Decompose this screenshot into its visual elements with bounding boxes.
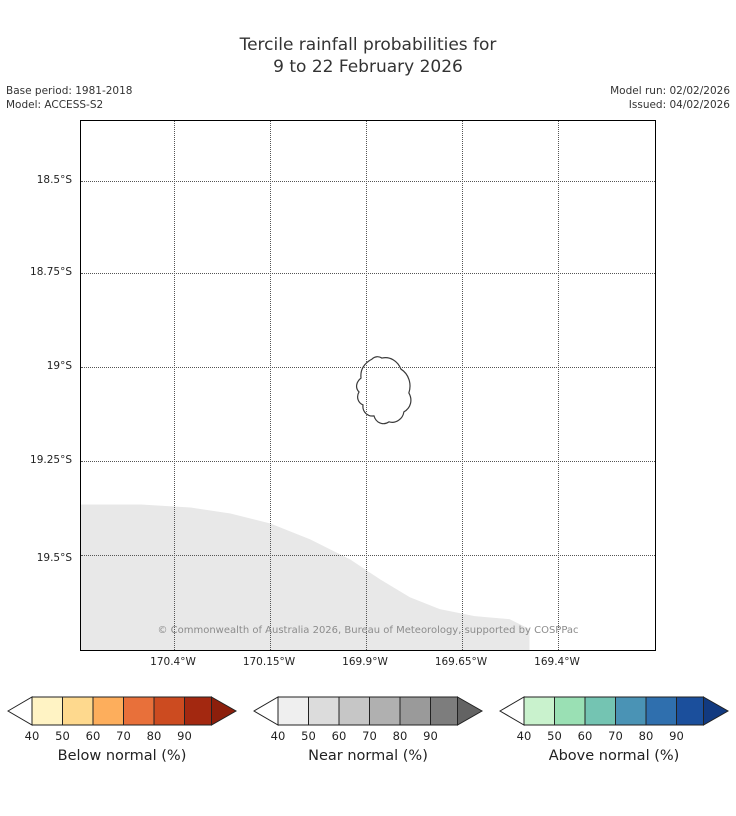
gridline-vertical	[174, 121, 175, 650]
colorbar-above-normal-title: Above normal (%)	[548, 748, 680, 764]
colorbar-below-normal[interactable]	[6, 694, 238, 764]
model-run-text: Model run: 02/02/2026	[610, 85, 730, 97]
gridline-horizontal	[81, 367, 655, 368]
colorbar-tick-label: 40	[270, 729, 286, 743]
colorbar-tick-label: 50	[55, 729, 70, 743]
page-title	[0, 34, 736, 78]
colorbar-tick-label: 80	[638, 729, 654, 743]
copyright-text: © Commonwealth of Australia 2026, Bureau of Meteorology, supported by COSPPac	[157, 625, 579, 636]
y-axis-tick-label: 19.25°S	[30, 454, 72, 466]
colorbar-tick-label: 50	[547, 729, 562, 743]
y-axis-tick-label: 19°S	[46, 360, 72, 372]
colorbar-above-normal-ticks	[498, 729, 730, 745]
y-axis-tick-label: 18.75°S	[30, 266, 72, 278]
colorbar-tick-label: 90	[669, 729, 684, 743]
x-axis-tick-label: 170.4°W	[150, 656, 196, 668]
colorbar-near-normal-swatches	[252, 694, 484, 728]
colorbar-tick-label: 80	[392, 729, 408, 743]
issued-text: Issued: 04/02/2026	[628, 99, 730, 111]
colorbar-near-normal-ticks	[252, 729, 484, 745]
title-line-2: 9 to 22 February 2026	[273, 57, 463, 77]
gridline-horizontal	[81, 461, 655, 462]
colorbar-tick-label: 50	[301, 729, 316, 743]
colorbar-tick-label: 60	[331, 729, 347, 743]
colorbar-near-normal[interactable]	[252, 694, 484, 764]
gridline-vertical	[462, 121, 463, 650]
title-line-1: Tercile rainfall probabilities for	[239, 35, 497, 55]
colorbar-tick-label: 90	[177, 729, 192, 743]
gridline-horizontal	[81, 181, 655, 182]
gridline-horizontal	[81, 555, 655, 556]
y-axis-tick-label: 19.5°S	[36, 552, 72, 564]
gridline-vertical	[270, 121, 271, 650]
gridline-horizontal	[81, 273, 655, 274]
colorbar-tick-label: 70	[608, 729, 623, 743]
gridline-vertical	[366, 121, 367, 650]
colorbar-above-normal-swatches	[498, 694, 730, 728]
x-axis-tick-label: 169.9°W	[342, 656, 388, 668]
colorbar-tick-label: 40	[516, 729, 532, 743]
colorbar-below-normal-title: Below normal (%)	[57, 748, 187, 764]
colorbar-tick-label: 90	[423, 729, 438, 743]
base-period-annotation	[6, 84, 132, 112]
colorbar-below-normal-swatches	[6, 694, 238, 728]
x-axis-tick-label: 169.4°W	[534, 656, 580, 668]
model-text: Model: ACCESS-S2	[6, 99, 104, 111]
colorbar-tick-label: 80	[146, 729, 162, 743]
gridline-vertical	[558, 121, 559, 650]
colorbar-tick-label: 70	[362, 729, 377, 743]
colorbar-tick-label: 40	[24, 729, 40, 743]
map-panel[interactable]	[80, 120, 656, 651]
colorbar-tick-label: 60	[577, 729, 593, 743]
y-axis-tick-label: 18.5°S	[36, 174, 72, 186]
run-info-annotation	[610, 84, 730, 112]
base-period-text: Base period: 1981-2018	[6, 85, 133, 97]
map-geometry	[81, 121, 655, 650]
colorbar-near-normal-title: Near normal (%)	[308, 748, 428, 764]
x-axis-tick-label: 170.15°W	[242, 656, 296, 668]
colorbar-above-normal[interactable]	[498, 694, 730, 764]
colorbar-tick-label: 70	[116, 729, 131, 743]
colorbar-tick-label: 60	[85, 729, 101, 743]
colorbar-below-normal-ticks	[6, 729, 238, 745]
x-axis-tick-label: 169.65°W	[434, 656, 488, 668]
